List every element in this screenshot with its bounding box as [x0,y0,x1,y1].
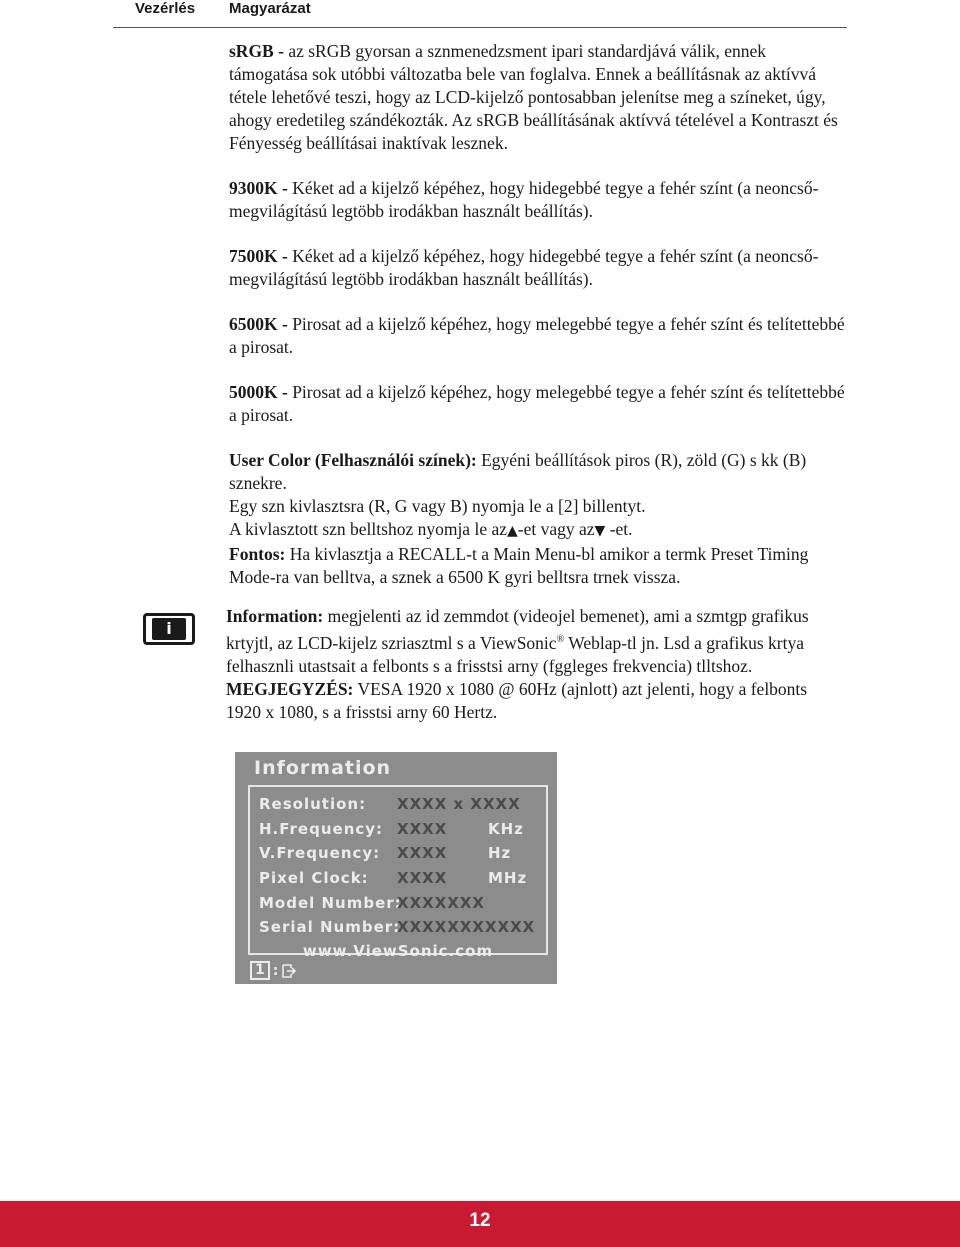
information-term: Information: [226,606,324,626]
header-rule [113,27,847,28]
note-paragraph [226,678,841,724]
triangle-down-icon: ▼ [594,523,606,539]
info-icon: i [143,613,195,645]
9300k-paragraph [229,177,849,223]
information-paragraph: Information: megjelenti az id zemmdot (videojel bemenet), ami a szmtgp grafikus krtyjtl, az LCD-kijelz szriasztml s a ViewSonic® Weblap-tl jn. Lsd a grafikus krtya felhasznli utastsait a felbonts s a frisstsi arny (fggleges frekvencia) tlltshoz. [226,606,809,676]
important-paragraph [229,543,849,589]
osd-row-vfrequency: V.Frequency: XXXX Hz [259,844,512,862]
note-text: VESA 1920 x 1080 @ 60Hz (ajnlott) azt jelenti, hogy a felbonts 1920 x 1080, s a frisstsi arny 60 Hertz. [226,678,808,722]
srgb-term: sRGB - [229,41,289,61]
7500k-paragraph [229,245,849,291]
osd-row-hfrequency: H.Frequency: XXXX KHz [259,820,524,838]
6500k-paragraph [229,313,849,359]
header-explanation: Magyarázat [229,0,311,17]
important-term: Fontos: [229,544,286,564]
registered-mark: ® [556,634,565,645]
osd-footer: 1 : [250,961,297,980]
color-settings-content [229,40,849,589]
5000k-paragraph [229,381,849,427]
osd-row-model-number: Model Number: XXXXXXX [259,894,485,912]
page-header [0,0,960,28]
osd-url: www.ViewSonic.com [302,942,494,960]
osd-row-resolution: Resolution: XXXX x XXXX [259,795,521,813]
user-color-paragraph [229,449,849,495]
9300k-term: 9300K - [229,178,293,198]
exit-icon [281,963,297,979]
user-color-line2: Egy szn kivlasztsra (R, G vagy B) nyomja le a [2] billentyt. [229,496,646,516]
osd-key-1: 1 [250,961,270,980]
6500k-term: 6500K - [229,314,293,334]
osd-info-box [248,785,548,960]
page-number: 12 [469,1210,491,1231]
6500k-text: Pirosat ad a kijelző képéhez, hogy melegebbé tegye a fehér színt és telítettebbé a pirosat. [229,314,845,357]
information-section [226,605,841,724]
header-controls: Vezérlés [135,0,196,17]
5000k-text: Pirosat ad a kijelző képéhez, hogy melegebbé tegye a fehér színt és telítettebbé a pirosat. [229,382,845,425]
triangle-up-icon: ▲ [507,523,518,539]
page-footer [0,1201,960,1247]
important-text: Ha kivlasztja a RECALL-t a Main Menu-bl amikor a termk Preset Timing Mode-ra van belltva, a sznek a 6500 K gyri belltsra trnek vissza. [229,544,809,587]
5000k-term: 5000K - [229,382,293,402]
7500k-term: 7500K - [229,246,293,266]
information-osd-panel [235,752,557,984]
user-color-term: User Color (Felhasználói színek): [229,450,477,470]
7500k-text: Kéket ad a kijelző képéhez, hogy hidegebbé tegye a fehér színt (a neoncső-megvilágítású legtöbb irodákban használt beállítás). [229,246,819,289]
note-term: MEGJEGYZÉS: [226,678,354,699]
osd-row-pixel-clock: Pixel Clock: XXXX MHz [259,869,528,887]
user-color-text: Egyéni beállítások piros (R), zöld (G) s kk (B) sznekre. [229,450,807,493]
osd-title: Information [254,757,392,779]
9300k-text: Kéket ad a kijelző képéhez, hogy hidegebbé tegye a fehér színt (a neoncső-megvilágítású legtöbb irodákban használt beállítás). [229,178,819,221]
srgb-text: az sRGB gyorsan a sznmenedzsment ipari standardjává válik, ennek támogatása sok utóbbi változatba bele van foglalva. Ennek a beállításnak az aktívvá tétele lehetővé teszi, hogy az LCD-kijelző pontosabban jelenítse meg a színeket, úgy, ahogy eredetileg szándékozták. Az sRGB beállításának aktívvá tételével a Kontraszt és Fényesség beállításai inaktívak lesznek. [229,41,838,153]
user-color-line3: A kivlasztott szn belltshoz nyomja le az▲-et vagy az▼ -et. [229,519,633,539]
osd-row-serial-number: Serial Number: XXXXXXXXXXX [259,918,536,936]
srgb-paragraph [229,40,849,155]
